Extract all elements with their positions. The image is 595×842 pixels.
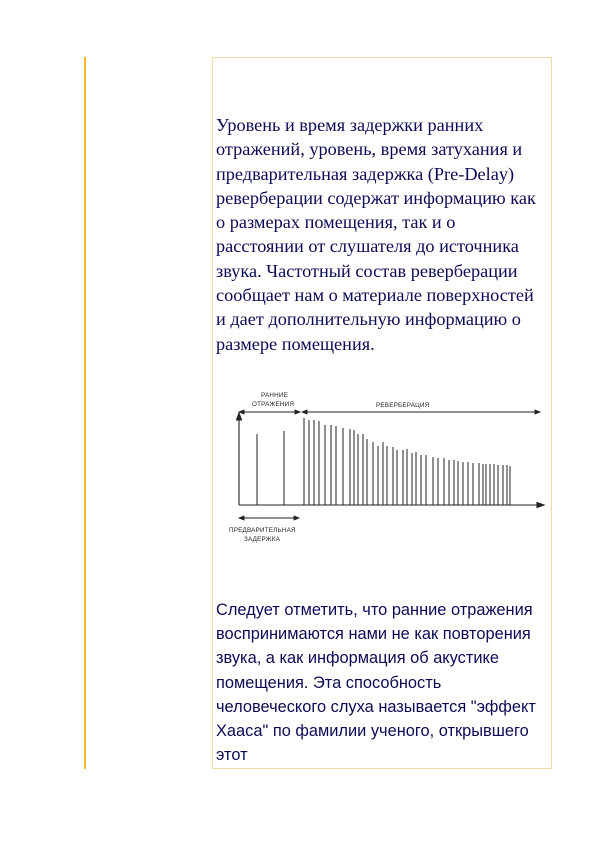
predelay-span-arrow bbox=[239, 516, 299, 520]
paragraph-early-reflections: Уровень и время задержки ранних отражений, уровень, время затухания и предварительная задержка (Pre-Delay) реверберации содержат информацию как о размерах помещения, так и о расстоянии от слушателя до источника звука. Частотный состав реверберации сообщает нам о материале поверхностей и дает дополнительную информацию о размере помещения. bbox=[216, 115, 536, 354]
early-reflections-span-arrow bbox=[239, 410, 300, 414]
label-predelay-line2: ЗАДЕРЖКА bbox=[244, 536, 281, 543]
reverb-diagram bbox=[220, 389, 550, 549]
reflection-spikes bbox=[257, 418, 510, 505]
label-predelay-line1: ПРЕДВАРИТЕЛЬНАЯ bbox=[229, 527, 296, 534]
left-accent-rule bbox=[84, 57, 86, 769]
label-reverb: РЕВЕРБЕРАЦИЯ bbox=[376, 402, 430, 409]
label-early-line2: ОТРАЖЕНИЯ bbox=[252, 401, 295, 408]
reverb-span-arrow bbox=[302, 410, 540, 414]
label-early-line1: РАННИЕ bbox=[261, 392, 288, 399]
paragraph-haas-effect: Следует отметить, что ранние отражения воспринимаются нами не как повторения звука, а как информация об акустике помещения. Эта способность человеческого слуха называется "эффект Хааса" по фамилии ученого, открывшего этот bbox=[216, 601, 536, 765]
